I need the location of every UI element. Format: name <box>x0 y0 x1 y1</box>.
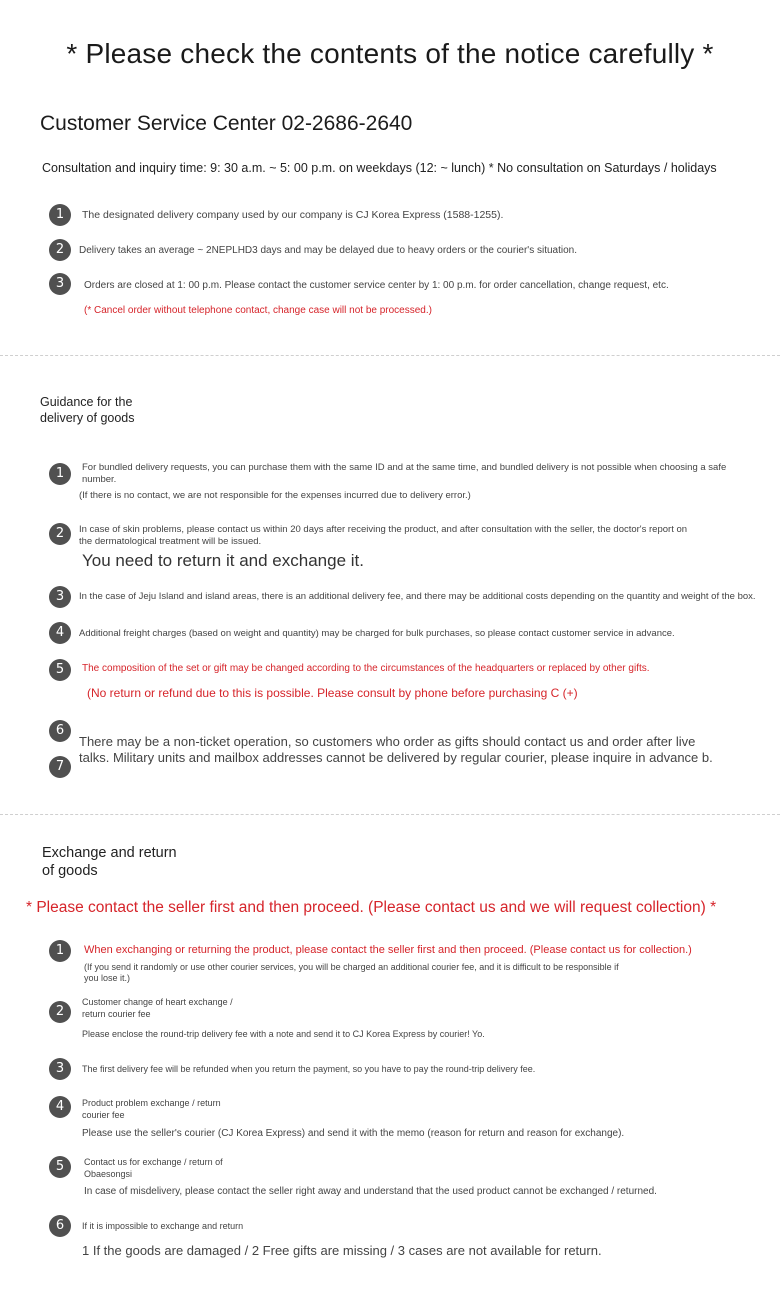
list-item-heading: Contact us for exchange / return of Obaesongsi <box>84 1157 223 1179</box>
list-item: Orders are closed at 1: 00 p.m. Please contact the customer service center by 1: 00 p.m. for order cancellation, change request, etc. <box>84 280 669 291</box>
list-item: The first delivery fee will be refunded when you return the payment, so you have to pay the round-trip delivery fee. <box>82 1064 536 1074</box>
list-item: In case of misdelivery, please contact the seller right away and understand that the used product cannot be exchanged / returned. <box>84 1186 657 1197</box>
cancel-warning: (* Cancel order without telephone contact, change case will not be processed.) <box>84 305 432 316</box>
list-item-heading: Customer change of heart exchange / return courier fee <box>82 997 233 1019</box>
number-badge-5: 5 <box>49 659 71 681</box>
section-heading-delivery: Guidance for the delivery of goods <box>40 395 135 425</box>
list-item: There may be a non-ticket operation, so customers who order as gifts should contact us and order after live talks. Military units and mailbox addresses cannot be delivered by regular courier, please inquire in advance b. <box>79 734 713 765</box>
page-title: * Please check the contents of the notice carefully * <box>66 38 714 69</box>
list-item: Delivery takes an average ~ 2NEPLHD3 days and may be delayed due to heavy orders or the courier's situation. <box>79 245 578 256</box>
list-item: For bundled delivery requests, you can purchase them with the same ID and at the same time, and bundled delivery is not possible when choosing a safe number. <box>82 462 727 485</box>
number-badge-1: 1 <box>49 940 71 962</box>
list-item-heading: Product problem exchange / return courier fee <box>82 1098 221 1120</box>
consultation-hours: Consultation and inquiry time: 9: 30 a.m. ~ 5: 00 p.m. on weekdays (12: ~ lunch) * No consultation on Saturdays / holidays <box>42 161 717 175</box>
list-item-note: (If there is no contact, we are not responsible for the expenses incurred due to delivery error.) <box>79 490 471 501</box>
divider <box>0 814 780 815</box>
number-badge-2: 2 <box>49 523 71 545</box>
number-badge-1: 1 <box>49 463 71 485</box>
list-item: 1 If the goods are damaged / 2 Free gifts are missing / 3 cases are not available for return. <box>82 1243 602 1258</box>
number-badge-1: 1 <box>49 204 71 226</box>
number-badge-5: 5 <box>49 1156 71 1178</box>
list-item: In the case of Jeju Island and island areas, there is an additional delivery fee, and there may be additional costs depending on the quantity and weight of the box. <box>79 591 756 602</box>
number-badge-7: 7 <box>49 756 71 778</box>
list-item-heading: If it is impossible to exchange and return <box>82 1221 244 1231</box>
list-item: Additional freight charges (based on weight and quantity) may be charged for bulk purchases, so please contact customer service in advance. <box>79 628 675 639</box>
list-item: In case of skin problems, please contact us within 20 days after receiving the product, and after consultation with the seller, the doctor's report on the dermatological treatment will be issued. <box>79 524 688 547</box>
list-item: When exchanging or returning the product, please contact the seller first and then proceed. (Please contact us for collection.) <box>84 944 692 956</box>
number-badge-3: 3 <box>49 273 71 295</box>
number-badge-4: 4 <box>49 1096 71 1118</box>
return-exchange-text: You need to return it and exchange it. <box>82 551 364 570</box>
number-badge-6: 6 <box>49 720 71 742</box>
contact-seller-notice: * Please contact the seller first and then proceed. (Please contact us and we will request collection) * <box>26 899 717 916</box>
number-badge-4: 4 <box>49 622 71 644</box>
section-heading-exchange: Exchange and return of goods <box>42 845 177 879</box>
list-item-note: (If you send it randomly or use other courier services, you will be charged an additional courier fee, and it is difficult to be responsible if you lose it.) <box>84 962 619 983</box>
refund-note: (No return or refund due to this is possible. Please consult by phone before purchasing C (+) <box>87 686 578 700</box>
list-item: Please enclose the round-trip delivery fee with a note and send it to CJ Korea Express by courier! Yo. <box>82 1029 485 1039</box>
divider <box>0 355 780 356</box>
number-badge-2: 2 <box>49 1001 71 1023</box>
number-badge-3: 3 <box>49 1058 71 1080</box>
list-item: The designated delivery company used by our company is CJ Korea Express (1588-1255). <box>82 209 504 221</box>
number-badge-3: 3 <box>49 586 71 608</box>
number-badge-6: 6 <box>49 1215 71 1237</box>
number-badge-2: 2 <box>49 239 71 261</box>
list-item: Please use the seller's courier (CJ Korea Express) and send it with the memo (reason for return and reason for exchange). <box>82 1128 625 1139</box>
customer-service-center: Customer Service Center 02-2686-2640 <box>40 112 413 135</box>
list-item: The composition of the set or gift may be changed according to the circumstances of the headquarters or replaced by other gifts. <box>82 663 650 674</box>
